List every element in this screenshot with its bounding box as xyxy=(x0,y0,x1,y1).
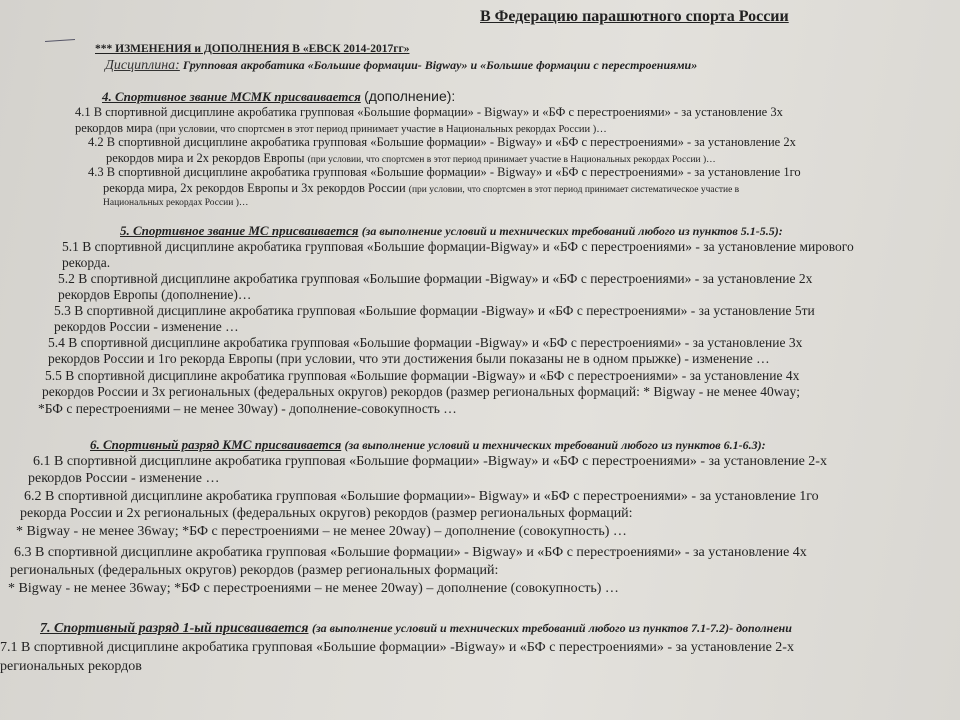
section5-condition: (за выполнение условий и технических требований любого из пунктов 5.1-5.5): xyxy=(361,224,783,238)
section4-item2-text: рекордов мира и 2х рекордов Европы xyxy=(106,151,305,165)
section6-heading-text: 6. Спортивный разряд КМС присваивается xyxy=(90,437,342,452)
pen-mark xyxy=(45,39,75,42)
section7-heading xyxy=(40,621,792,637)
section5-line: 5.4 В спортивной дисциплине акробатика групповая «Большие формации -Bigway» и «БФ с перестроениями» - за установление 3х xyxy=(48,335,803,350)
section4-heading-note: (дополнение): xyxy=(364,88,456,104)
section5-line: рекорда. xyxy=(62,255,111,270)
section7-condition: (за выполнение условий и технических требований любого из пунктов 7.1-7.2)- дополнени xyxy=(311,621,792,635)
section5-line: рекордов России и 1го рекорда Европы (при условии, что эти достижения были показаны не в одном прыжке) - изменение … xyxy=(48,351,770,366)
section4-item3-main: 4.3 В спортивной дисциплине акробатика групповая «Большие формации» - Bigway» и «БФ с перестроениями» - за установление 1го xyxy=(88,165,801,179)
section4-item3-line3: Национальных рекордах России )… xyxy=(103,198,249,208)
section6-line: рекорда России и 2х региональных (федеральных округов) рекордов (размер региональных формаций: xyxy=(20,506,633,521)
section4-item1-note: (при условии, что спортсмен в этот период принимает участие в Национальных рекордах России )… xyxy=(155,124,607,135)
section6-line: * Bigway - не менее 36way; *БФ с перестроениями – не менее 20way) – дополнение (совокупность) … xyxy=(8,581,619,596)
changes-text: *** ИЗМЕНЕНИЯ и ДОПОЛНЕНИЯ В «ЕВСК 2014-2017гг» xyxy=(95,43,410,55)
section5-heading-text: 5. Спортивное звание МС присваивается xyxy=(120,223,359,238)
document-title: В Федерацию парашютного спорта России xyxy=(480,8,789,25)
section7-line: 7.1 В спортивной дисциплине акробатика групповая «Большие формации» -Bigway» и «БФ с перестроениями» - за установление 2-х xyxy=(0,640,794,655)
section6-line: региональных (федеральных округов) рекордов (размер региональных формаций: xyxy=(10,563,499,578)
discipline-value: Групповая акробатика «Большие формации- Bigway» и «Большие формации с перестроениями» xyxy=(182,58,698,72)
section4-item3-note: (при условии, что спортсмен в этот период принимает систематическое участие в xyxy=(408,185,740,195)
section6-line: 6.1 В спортивной дисциплине акробатика групповая «Большие формации» -Bigway» и «БФ с перестроениями» - за установление 2-х xyxy=(33,454,827,469)
section6-heading xyxy=(90,437,766,453)
section4-item1-text: рекордов мира xyxy=(75,121,153,135)
section5-line: рекордов России и 3х региональных (федеральных округов) рекордов (размер региональных формаций: * Bigway - не менее 40way; xyxy=(42,384,801,399)
discipline-label: Дисциплина: xyxy=(105,58,180,73)
section5-line: рекордов России - изменение … xyxy=(54,319,239,334)
discipline-line xyxy=(105,58,697,74)
section4-heading xyxy=(102,88,455,105)
section5-line: *БФ с перестроениями – не менее 30way) - дополнение-совокупность … xyxy=(38,401,457,416)
section4-item3-text: рекорда мира, 2х рекордов Европы и 3х рекордов России xyxy=(103,181,406,195)
section6-line: * Bigway - не менее 36way; *БФ с перестроениями – не менее 20way) – дополнение (совокупность) … xyxy=(16,524,627,539)
section4-heading-text: 4. Спортивное звание МСМК присваивается xyxy=(102,89,361,104)
section5-line: 5.2 В спортивной дисциплине акробатика групповая «Большие формации -Bigway» и «БФ с перестроениями» - за установление 2х xyxy=(58,271,813,286)
section5-line: 5.1 В спортивной дисциплине акробатика групповая «Большие формации-Bigway» и «БФ с перестроениями» - за установление мирового xyxy=(62,239,854,254)
section7-line: региональных рекордов xyxy=(0,659,142,674)
section6-line: рекордов России - изменение … xyxy=(28,471,220,486)
section5-heading xyxy=(120,223,783,239)
section5-line: 5.3 В спортивной дисциплине акробатика групповая «Большие формации -Bigway» и «БФ с перестроениями» - за установление 5ти xyxy=(54,303,815,318)
section5-line: рекордов Европы (дополнение)… xyxy=(58,287,252,302)
section4-item2-main: 4.2 В спортивной дисциплине акробатика групповая «Большие формации» - Bigway» и «БФ с перестроениями» - за установление 2х xyxy=(88,135,796,149)
section6-line: 6.2 В спортивной дисциплине акробатика групповая «Большие формации»- Bigway» и «БФ с перестроениями» - за установление 1го xyxy=(24,489,819,504)
changes-line xyxy=(95,43,409,55)
section6-condition: (за выполнение условий и технических требований любого из пунктов 6.1-6.3): xyxy=(344,438,766,452)
section4-item2-note: (при условии, что спортсмен в этот период принимает участие в Национальных рекордах России )… xyxy=(307,155,716,165)
section6-line: 6.3 В спортивной дисциплине акробатика групповая «Большие формации» - Bigway» и «БФ с перестроениями» - за установление 4х xyxy=(14,545,807,560)
section4-item1-main: 4.1 В спортивной дисциплине акробатика групповая «Большие формации» - Bigway» и «БФ с перестроениями» - за установление 3х xyxy=(75,105,783,119)
section7-heading-text: 7. Спортивный разряд 1-ый присваивается xyxy=(40,621,309,636)
section5-line: 5.5 В спортивной дисциплине акробатика групповая «Большие формации -Bigway» и «БФ с перестроениями» - за установление 4х xyxy=(45,368,800,383)
